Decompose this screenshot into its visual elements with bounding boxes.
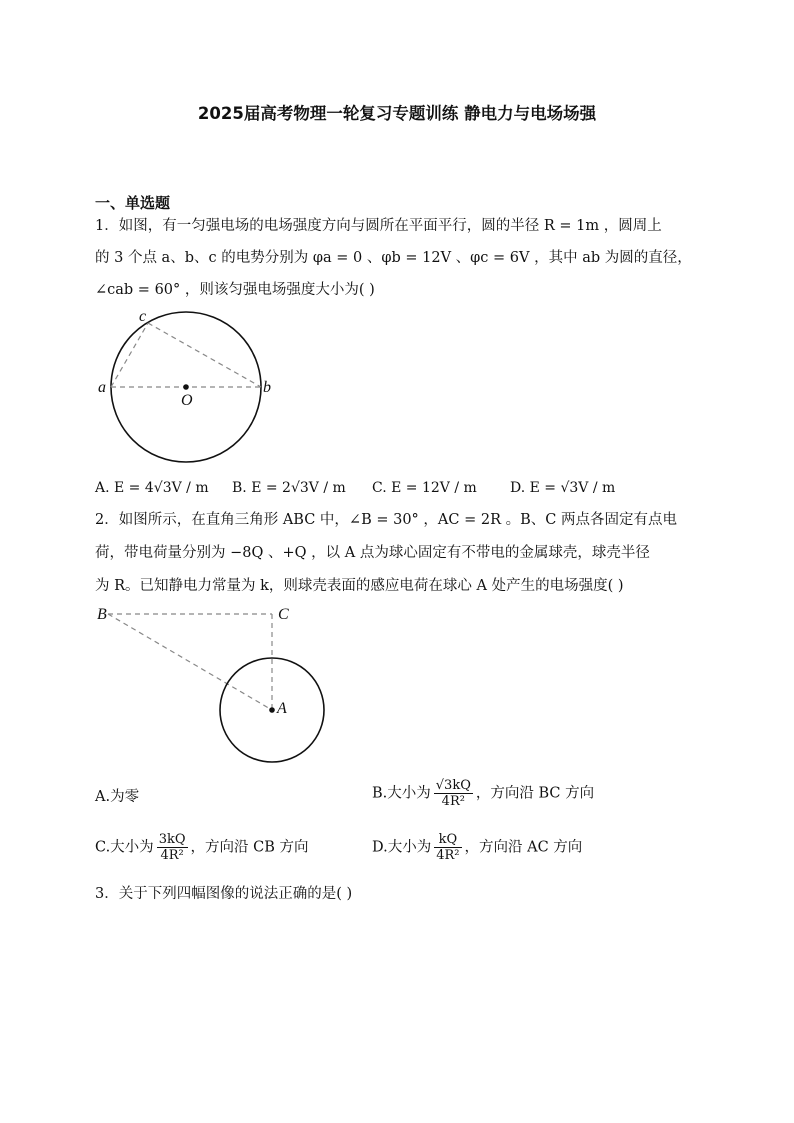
q1-label-o: O [181, 392, 193, 409]
q1-line-1: 1．如图，有一匀强电场的电场强度方向与圆所在平面平行，圆的半径 R = 1m ，圆周上 [95, 218, 662, 234]
q2-line-2: 荷，带电荷量分别为 −8Q 、+Q ，以 A 点为球心固定有不带电的金属球壳，球壳半径 [95, 545, 650, 561]
q1-label-b: b [263, 379, 271, 396]
q1-label-a: a [98, 379, 106, 396]
q1-line-2: 的 3 个点 a、b、c 的电势分别为 φa = 0 、φb = 12V 、φc = 6V ，其中 ab 为圆的直径， [95, 250, 692, 266]
q1-option-a: A. E = 4√3V / m [95, 480, 209, 496]
q2-option-c-fraction: $\frac{3kQ}{\text{4R²}}$ [158, 832, 186, 863]
q1-option-c: C. E = 12V / m [372, 480, 477, 496]
q1-circle-diagram [90, 305, 290, 475]
q2-option-b: B.大小为 $\frac{√3kQ}{\text{4R²}}$ ，方向沿 BC 方向 [372, 778, 595, 809]
q2-option-c: C.大小为 $\frac{3kQ}{\text{4R²}}$ ，方向沿 CB 方向 [95, 832, 309, 863]
q1-center-dot [183, 384, 189, 390]
q1-option-d: D. E = √3V / m [510, 480, 616, 496]
q2-triangle-diagram [90, 600, 330, 770]
q2-option-b-fraction: $\frac{√3kQ}{\text{4R²}}$ [435, 778, 471, 809]
q3-line-1: 3．关于下列四幅图像的说法正确的是( ) [95, 886, 353, 902]
q1-line-cb [148, 323, 261, 387]
q1-line-ac [111, 323, 148, 387]
section-heading: 一、单选题 [95, 194, 171, 212]
q1-option-b: B. E = 2√3V / m [232, 480, 346, 496]
q2-label-c: C [278, 606, 289, 623]
q2-option-d-fraction: $\frac{kQ}{\text{4R²}}$ [436, 832, 460, 863]
q2-line-ba [108, 614, 272, 710]
q2-line-1: 2．如图所示，在直角三角形 ABC 中，∠B = 30° ，AC = 2R 。B、C 两点各固定有点电 [95, 512, 677, 528]
q2-label-b: B [97, 606, 107, 623]
page-title: 2025届高考物理一轮复习专题训练 静电力与电场场强 [197, 104, 597, 123]
q2-option-d: D.大小为 $\frac{kQ}{\text{4R²}}$ ，方向沿 AC 方向 [372, 832, 583, 863]
q2-center-dot [269, 707, 275, 713]
q2-line-3: 为 R。已知静电力常量为 k，则球壳表面的感应电荷在球心 A 处产生的电场强度( ) [95, 578, 624, 594]
q2-option-a: A.为零 [95, 789, 140, 805]
q1-label-c: c [139, 308, 147, 325]
q2-label-a: A [277, 700, 287, 717]
q1-line-3: ∠cab = 60° ，则该匀强电场强度大小为( ) [95, 282, 375, 298]
